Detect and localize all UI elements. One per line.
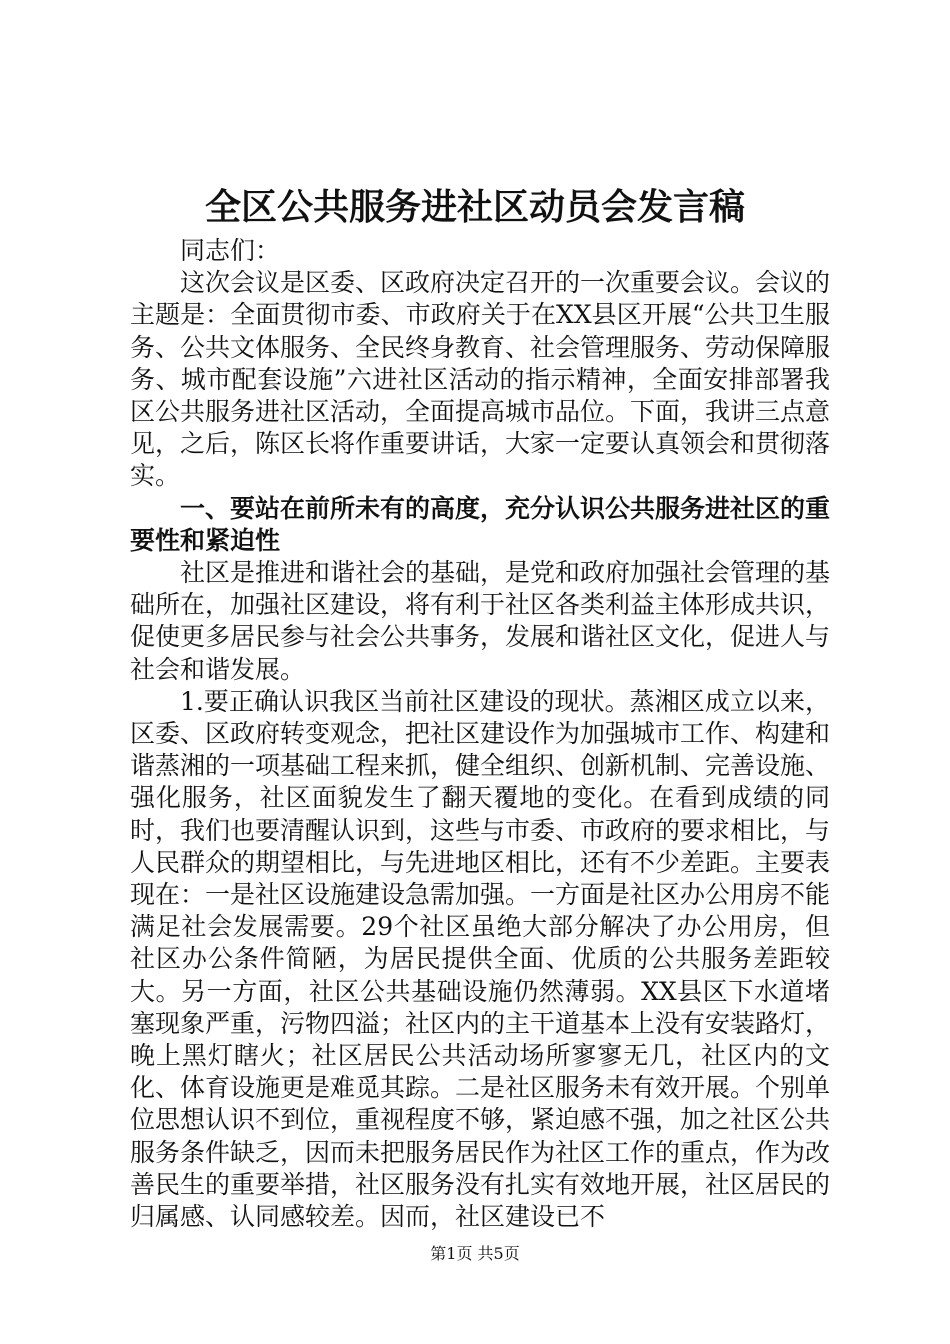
document-body (130, 235, 830, 1233)
paragraph-community-basis: 社区是推进和谐社会的基础，是党和政府加强社会管理的基础所在，加强社区建设，将有利于社区各类利益主体形成共识，促使更多居民参与社会公共事务，发展和谐社区文化，促进人与社会和谐发展。 (130, 558, 831, 684)
page-number-footer: 第1页 共5页 (430, 1244, 520, 1263)
section-heading-1: 一、要站在前所未有的高度，充分认识公共服务进社区的重要性和紧迫性 (130, 493, 831, 555)
paragraph-intro: 这次会议是区委、区政府决定召开的一次重要会议。会议的主题是：全面贯彻市委、市政府关于在XX县区开展“公共卫生服务、公共文体服务、全民终身教育、社会管理服务、劳动保障服务、城市配套设施”六进社区活动的指示精神，全面安排部署我区公共服务进社区活动，全面提高城市品位。下面，我讲三点意见，之后，陈区长将作重要讲话，大家一定要认真领会和贯彻落实。 (130, 268, 831, 491)
document-title: 全区公共服务进社区动员会发言稿 (204, 187, 745, 228)
paragraph-current-status: 1.要正确认识我区当前社区建设的现状。蒸湘区成立以来，区委、区政府转变观念，把社区建设作为加强城市工作、构建和谐蒸湘的一项基础工程来抓，健全组织、创新机制、完善设施、强化服务，社区面貌发生了翻天覆地的变化。在看到成绩的同时，我们也要清醒认识到，这些与市委、市政府的要求相比，与人民群众的期望相比，与先进地区相比，还有不少差距。主要表现在：一是社区设施建设急需加强。一方面是社区办公用房不能满足社会发展需要。29个社区虽绝大部分解决了办公用房，但社区办公条件简陋，为居民提供全面、优质的公共服务差距较大。另一方面，社区公共基础设施仍然薄弱。XX县区下水道堵塞现象严重，污物四溢；社区内的主干道基本上没有安装路灯，晚上黑灯瞎火；社区居民公共活动场所寥寥无几，社区内的文化、体育设施更是难觅其踪。二是社区服务未有效开展。个别单位思想认识不到位，重视程度不够，紧迫感不强，加之社区公共服务条件缺乏，因而未把服务居民作为社区工作的重点，作为改善民生的重要举措，社区服务没有扎实有效地开展，社区居民的归属感、认同感较差。因而，社区建设已不 (130, 686, 831, 1232)
salutation: 同志们： (180, 236, 281, 265)
